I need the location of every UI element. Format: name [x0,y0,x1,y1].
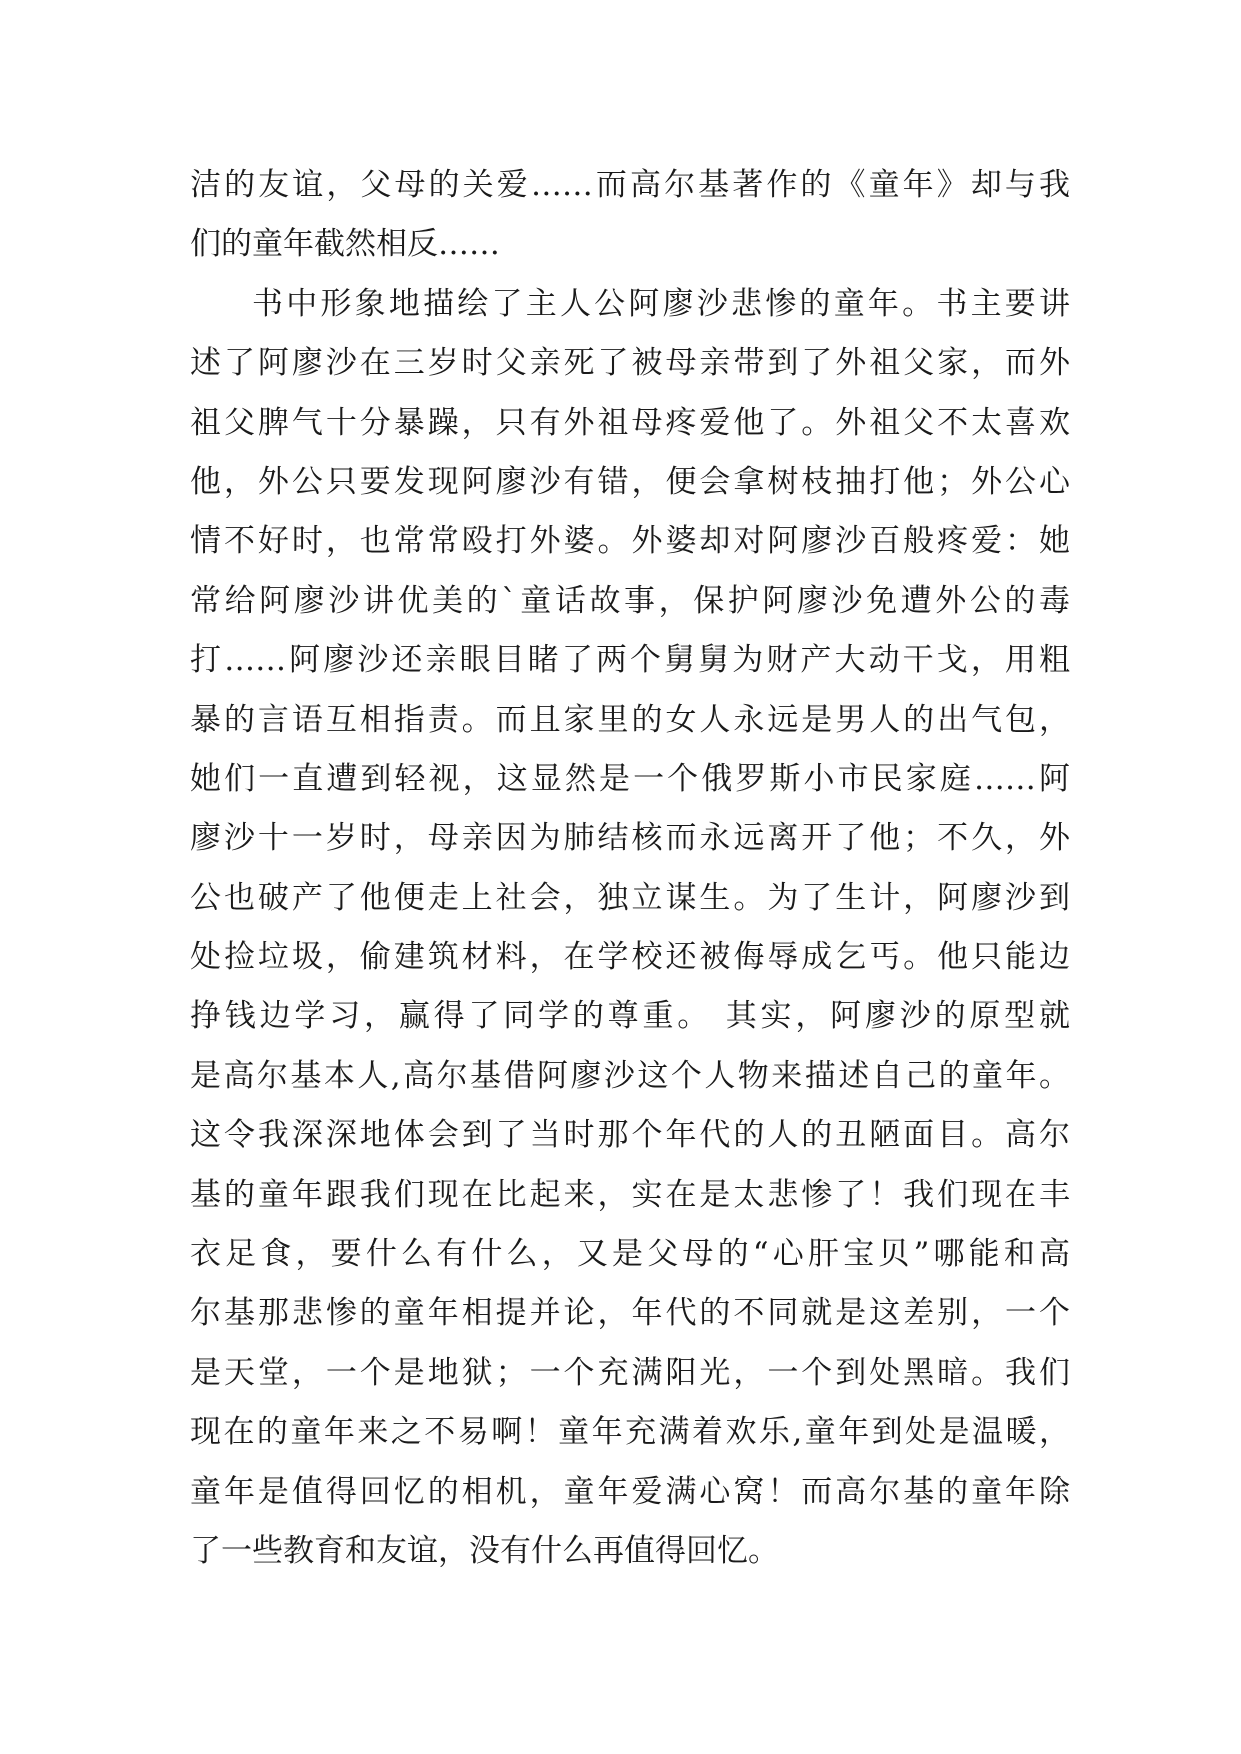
text-line: 廖沙十一岁时，母亲因为肺结核而永远离开了他；不久，外 [190,820,1070,857]
body-text [190,156,1070,1581]
text-line: 她们一直遭到轻视，这显然是一个俄罗斯小市民家庭……阿 [190,760,1070,797]
text-line: 这令我深深地体会到了当时那个年代的人的丑陋面目。高尔 [190,1117,1070,1154]
text-line: 是高尔基本人,高尔基借阿廖沙这个人物来描述自己的童年。 [190,1057,1070,1094]
text-line: 衣足食，要什么有什么，又是父母的“心肝宝贝”哪能和高 [190,1236,1070,1273]
text-line: 是天堂，一个是地狱；一个充满阳光，一个到处黑暗。我们 [190,1354,1070,1391]
text-line: 公也破产了他便走上社会，独立谋生。为了生计，阿廖沙到 [190,879,1070,916]
text-line: 了一些教育和友谊，没有什么再值得回忆。 [190,1532,779,1569]
text-line: 暴的言语互相指责。而且家里的女人永远是男人的出气包， [190,701,1070,738]
text-line: 情不好时，也常常殴打外婆。外婆却对阿廖沙百般疼爱：她 [190,523,1070,560]
text-line: 祖父脾气十分暴躁，只有外祖母疼爱他了。外祖父不太喜欢 [190,404,1070,441]
paragraph-first-line: 书中形象地描绘了主人公阿廖沙悲惨的童年。书主要讲 [252,285,1070,322]
text-line: 处捡垃圾，偷建筑材料，在学校还被侮辱成乞丐。他只能边 [190,939,1070,976]
text-line: 述了阿廖沙在三岁时父亲死了被母亲带到了外祖父家，而外 [190,345,1070,382]
text-line: 常给阿廖沙讲优美的`童话故事，保护阿廖沙免遭外公的毒 [190,582,1070,619]
text-line: 们的童年截然相反…… [190,226,500,263]
text-line: 他，外公只要发现阿廖沙有错，便会拿树枝抽打他；外公心 [190,463,1070,500]
text-line: 尔基那悲惨的童年相提并论，年代的不同就是这差别，一个 [190,1295,1070,1332]
text-line: 洁的友谊，父母的关爱……而高尔基著作的《童年》却与我 [190,167,1070,203]
text-line: 童年是值得回忆的相机，童年爱满心窝！而高尔基的童年除 [190,1473,1070,1510]
text-line: 现在的童年来之不易啊！童年充满着欢乐,童年到处是温暖， [190,1414,1070,1451]
text-line: 基的童年跟我们现在比起来，实在是太悲惨了！我们现在丰 [190,1176,1070,1213]
text-line: 挣钱边学习，赢得了同学的尊重。 其实，阿廖沙的原型就 [190,998,1070,1035]
text-line: 打……阿廖沙还亲眼目睹了两个舅舅为财产大动干戈，用粗 [190,642,1070,679]
